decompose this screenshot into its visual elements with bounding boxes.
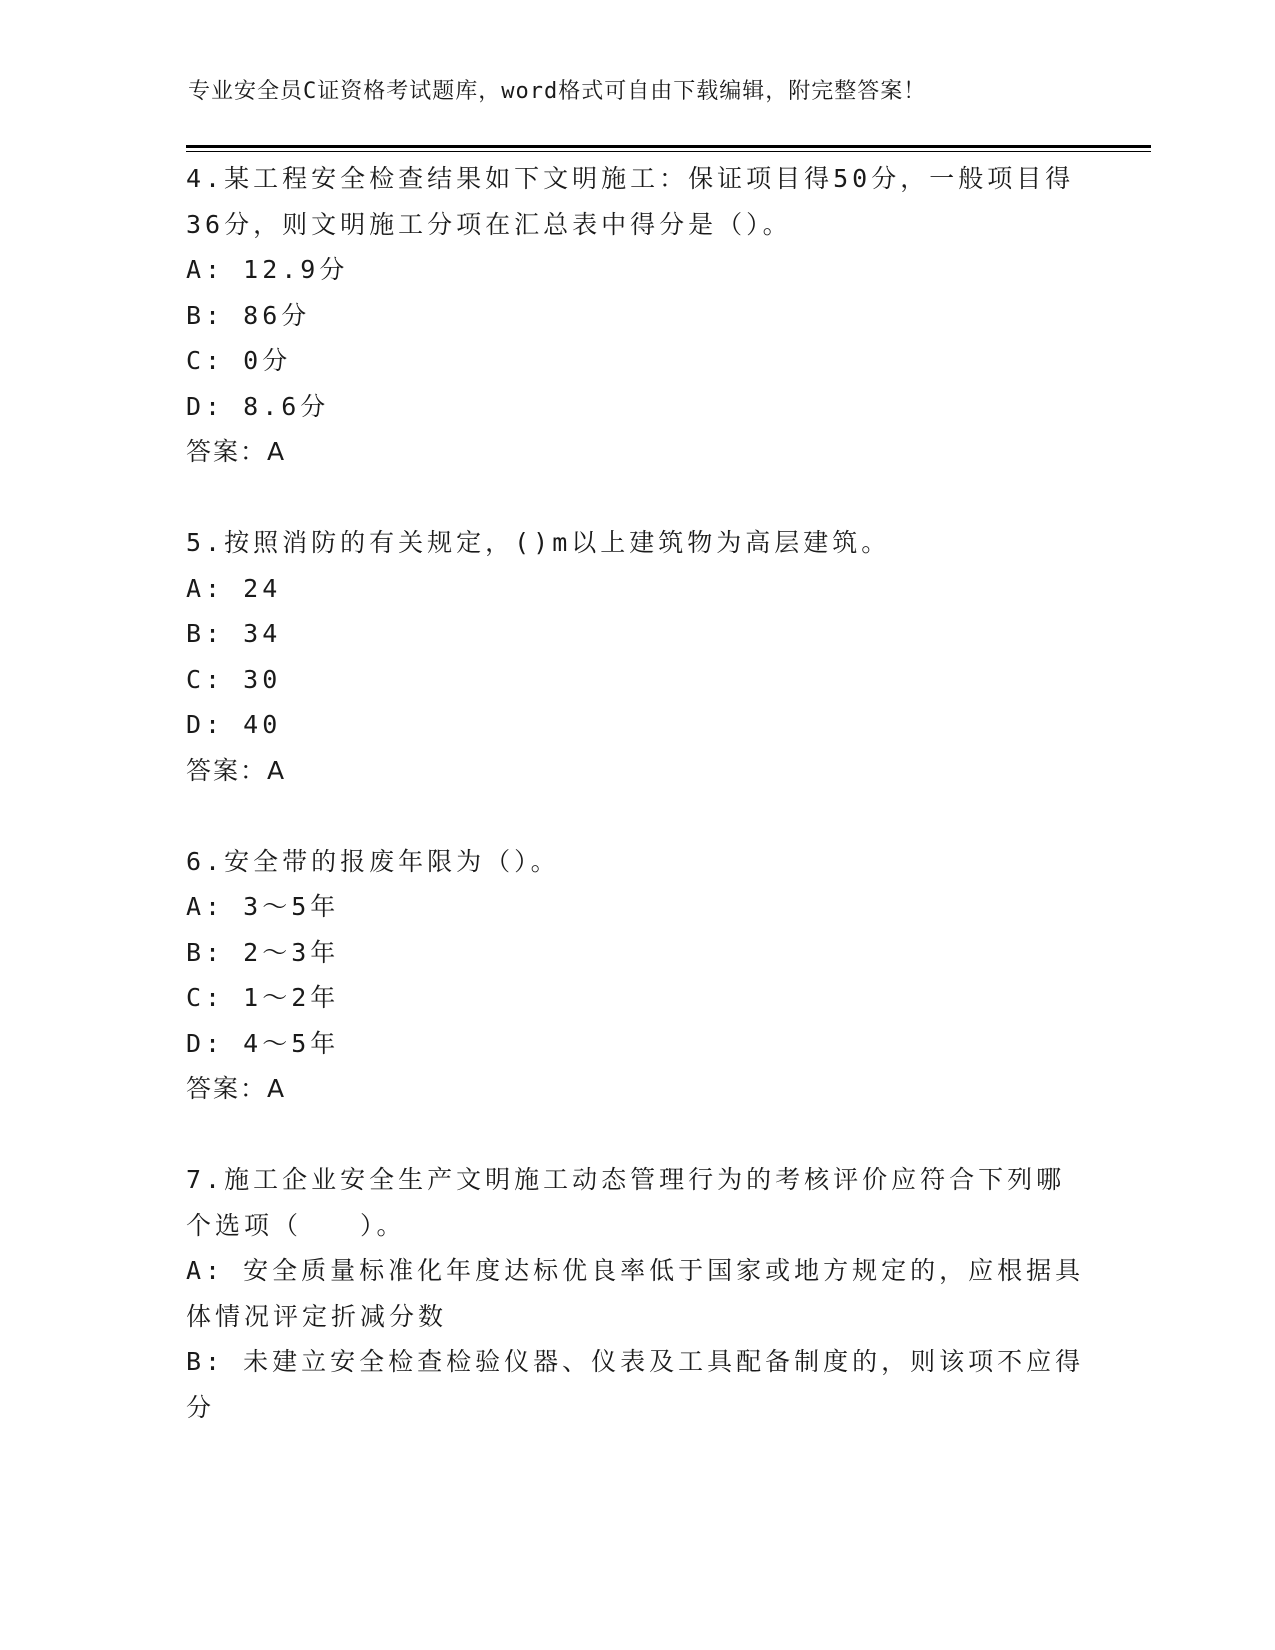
- option-c: C: 1～2年: [186, 983, 340, 1012]
- option-b: B: 34: [186, 619, 282, 648]
- option-d: D: 40: [186, 710, 282, 739]
- question-list: [186, 156, 1086, 1430]
- option-a: A: 安全质量标准化年度达标优良率低于国家或地方规定的，应根据具体情况评定折减分数: [186, 1256, 1085, 1331]
- option-d: D: 4～5年: [186, 1028, 340, 1058]
- option-b: B: 86分: [186, 300, 311, 330]
- question-5: [186, 520, 1086, 793]
- question-text: 4.某工程安全检查结果如下文明施工：保证项目得50分，一般项目得36分，则文明施工分项在汇总表中得分是（）。: [186, 164, 1075, 239]
- answer: 答案：A: [186, 755, 287, 785]
- option-d: D: 8.6分: [186, 391, 330, 421]
- question-4: [186, 156, 1086, 475]
- page-header: 专业安全员C证资格考试题库，word格式可自由下载编辑，附完整答案！: [188, 79, 927, 104]
- option-b: B: 2～3年: [186, 937, 340, 967]
- option-a: A: 24: [186, 573, 282, 603]
- option-b: B: 未建立安全检查检验仪器、仪表及工具配备制度的，则该项不应得分: [186, 1347, 1085, 1422]
- question-6: [186, 839, 1086, 1112]
- header-rule-thin: [186, 151, 1151, 152]
- header-rule-thick: [186, 145, 1151, 148]
- option-c: C: 30: [186, 664, 282, 694]
- question-7: [186, 1157, 1086, 1430]
- question-text: 5.按照消防的有关规定，()m以上建筑物为高层建筑。: [186, 528, 891, 557]
- option-a: A: 12.9分: [186, 255, 349, 284]
- question-text: 7.施工企业安全生产文明施工动态管理行为的考核评价应符合下列哪个选项（ ）。: [186, 1165, 1066, 1240]
- answer: 答案：A: [186, 437, 287, 466]
- answer: 答案：A: [186, 1074, 287, 1103]
- option-a: A: 3～5年: [186, 892, 340, 921]
- option-c: C: 0分: [186, 346, 292, 375]
- question-text: 6.安全带的报废年限为（）。: [186, 846, 560, 876]
